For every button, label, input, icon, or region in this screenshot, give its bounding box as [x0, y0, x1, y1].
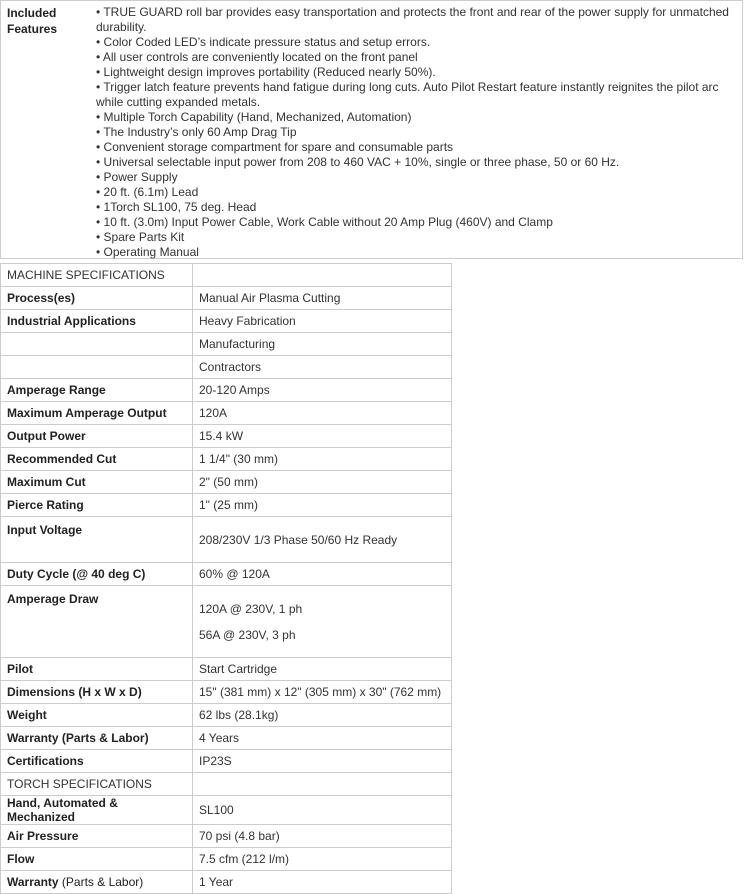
amp-draw-3ph: 56A @ 230V, 3 ph — [199, 627, 296, 642]
empty-cell — [193, 264, 452, 287]
spec-label: Output Power — [1, 425, 193, 448]
table-row — [1, 287, 452, 310]
spec-value: 1 1/4" (30 mm) — [193, 448, 452, 471]
spec-label: Hand, Automated & Mechanized — [1, 796, 193, 825]
machine-specs-section-title: MACHINE SPECIFICATIONS — [1, 264, 193, 287]
spec-label: Industrial Applications — [1, 310, 193, 333]
spec-value: 62 lbs (28.1kg) — [193, 704, 452, 727]
feature-item: • Universal selectable input power from 208 to 460 VAC + 10%, single or three phase, 50 or 60 Hz. — [96, 155, 620, 169]
table-row — [1, 871, 452, 894]
spec-value: Heavy Fabrication — [193, 310, 452, 333]
table-row — [1, 425, 452, 448]
spec-value: 120A — [193, 402, 452, 425]
spec-label: Recommended Cut — [1, 448, 193, 471]
spec-label: Maximum Cut — [1, 471, 193, 494]
spec-label: Maximum Amperage Output — [1, 402, 193, 425]
specifications-table — [0, 263, 452, 894]
spec-value: 4 Years — [193, 727, 452, 750]
spec-label: Pilot — [1, 658, 193, 681]
included-features-heading: Included Features — [7, 6, 58, 36]
included-features-box — [0, 0, 743, 259]
spec-value — [193, 586, 452, 658]
spec-value: 60% @ 120A — [193, 563, 452, 586]
spec-value: 208/230V 1/3 Phase 50/60 Hz Ready — [193, 517, 452, 563]
spec-label: Duty Cycle (@ 40 deg C) — [1, 563, 193, 586]
spec-value: 1 Year — [193, 871, 452, 894]
spec-value: 20-120 Amps — [193, 379, 452, 402]
spec-value: IP23S — [193, 750, 452, 773]
spec-label: Air Pressure — [1, 825, 193, 848]
table-row — [1, 471, 452, 494]
feature-item: • Convenient storage compartment for spare and consumable parts — [96, 140, 454, 154]
table-row — [1, 586, 452, 658]
table-row — [1, 448, 452, 471]
feature-item: • Multiple Torch Capability (Hand, Mechanized, Automation) — [96, 110, 412, 124]
torch-specs-section-title: TORCH SPECIFICATIONS — [1, 773, 193, 796]
table-row — [1, 379, 452, 402]
spec-value: SL100 — [193, 796, 452, 825]
table-row — [1, 681, 452, 704]
table-row — [1, 494, 452, 517]
empty-cell — [1, 333, 193, 356]
feature-item: • 20 ft. (6.1m) Lead — [96, 185, 199, 199]
table-row — [1, 356, 452, 379]
table-row — [1, 563, 452, 586]
spec-label: Amperage Draw — [1, 586, 193, 658]
spec-value: 2" (50 mm) — [193, 471, 452, 494]
spec-value: Start Cartridge — [193, 658, 452, 681]
table-row — [1, 773, 452, 796]
spec-value: 1" (25 mm) — [193, 494, 452, 517]
feature-item: • All user controls are conveniently located on the front panel — [96, 50, 418, 64]
spec-label: Warranty (Parts & Labor) — [1, 727, 193, 750]
feature-item: • Operating Manual — [96, 245, 199, 259]
feature-item: • The Industry’s only 60 Amp Drag Tip — [96, 125, 297, 139]
spec-value: 7.5 cfm (212 l/m) — [193, 848, 452, 871]
spec-label: Process(es) — [1, 287, 193, 310]
table-row — [1, 310, 452, 333]
table-row — [1, 402, 452, 425]
table-row — [1, 517, 452, 563]
spec-label: Weight — [1, 704, 193, 727]
features-list — [96, 5, 738, 260]
spec-label: Amperage Range — [1, 379, 193, 402]
warranty-label-bold: Warranty — [7, 875, 59, 889]
empty-cell — [1, 356, 193, 379]
spec-value: 15.4 kW — [193, 425, 452, 448]
spec-label: Input Voltage — [1, 517, 193, 563]
feature-item: • 10 ft. (3.0m) Input Power Cable, Work Cable without 20 Amp Plug (460V) and Clamp — [96, 215, 553, 229]
warranty-label-rest: (Parts & Labor) — [58, 875, 144, 889]
spec-value: 70 psi (4.8 bar) — [193, 825, 452, 848]
table-row — [1, 704, 452, 727]
feature-item: • Power Supply — [96, 170, 178, 184]
table-row — [1, 727, 452, 750]
feature-item: • TRUE GUARD roll bar provides easy transportation and protects the front and rear of the power supply for unmatched durability. — [96, 5, 729, 34]
feature-item: • 1Torch SL100, 75 deg. Head — [96, 200, 257, 214]
spec-value: Contractors — [193, 356, 452, 379]
table-row — [1, 264, 452, 287]
spec-label: Certifications — [1, 750, 193, 773]
amp-draw-1ph: 120A @ 230V, 1 ph — [199, 601, 303, 616]
spec-label: Pierce Rating — [1, 494, 193, 517]
table-row — [1, 750, 452, 773]
table-row — [1, 333, 452, 356]
spec-value: 15" (381 mm) x 12" (305 mm) x 30" (762 mm) — [193, 681, 452, 704]
spec-value: Manual Air Plasma Cutting — [193, 287, 452, 310]
table-row — [1, 848, 452, 871]
feature-item: • Spare Parts Kit — [96, 230, 185, 244]
table-row — [1, 796, 452, 825]
feature-item: • Color Coded LED’s indicate pressure status and setup errors. — [96, 35, 431, 49]
table-row — [1, 658, 452, 681]
empty-cell — [193, 773, 452, 796]
spec-label: Flow — [1, 848, 193, 871]
spec-label: Dimensions (H x W x D) — [1, 681, 193, 704]
feature-item: • Lightweight design improves portability (Reduced nearly 50%). — [96, 65, 436, 79]
spec-label — [1, 871, 193, 894]
spec-value: Manufacturing — [193, 333, 452, 356]
table-row — [1, 825, 452, 848]
feature-item: • Trigger latch feature prevents hand fatigue during long cuts. Auto Pilot Restart feature instantly reignites the pilot arc while cutting expanded metals. — [96, 80, 719, 109]
